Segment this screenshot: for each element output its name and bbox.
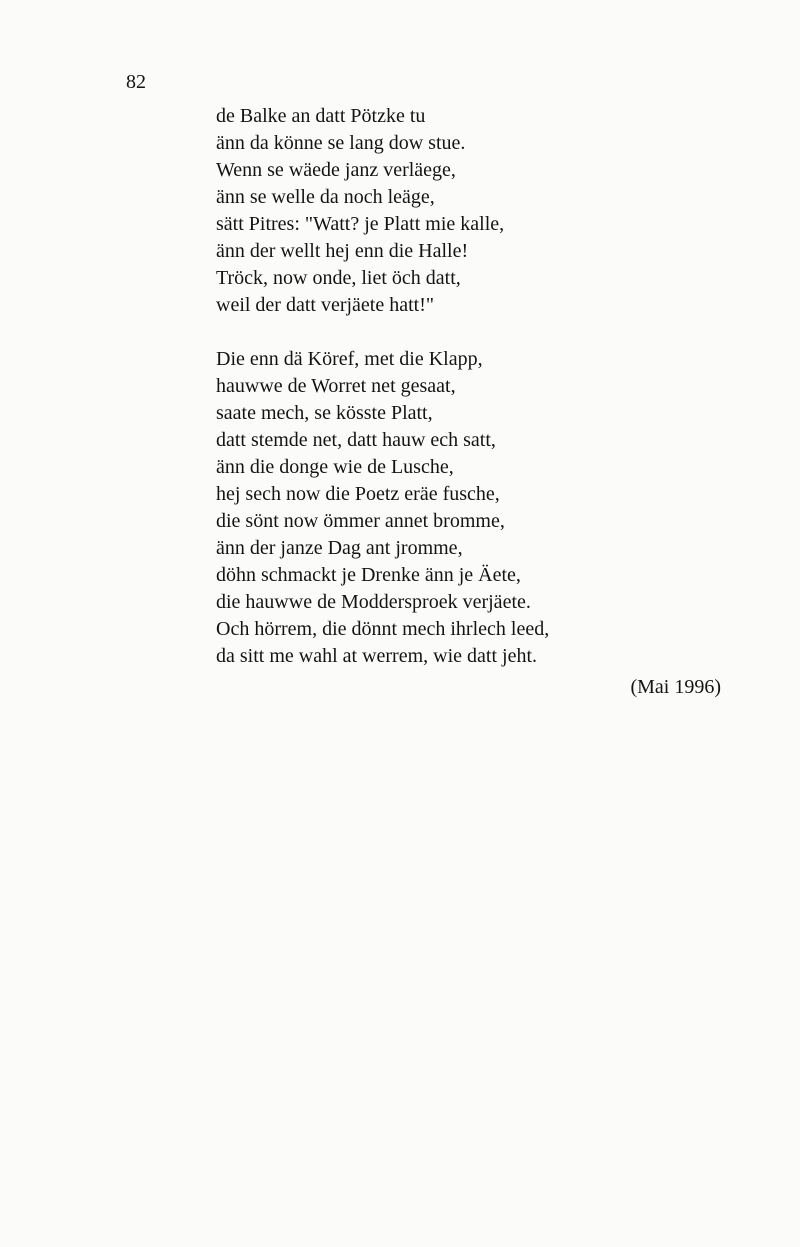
page-number: 82 — [126, 71, 146, 93]
poem-line: hej sech now die Poetz eräe fusche, — [216, 483, 500, 505]
poem — [216, 103, 549, 670]
poem-line: Och hörrem, die dönnt mech ihrlech leed, — [216, 618, 550, 640]
poem-line: änn da könne se lang dow stue. — [216, 132, 466, 154]
poem-date: (Mai 1996) — [630, 676, 721, 698]
poem-line: weil der datt verjäete hatt!" — [216, 294, 435, 316]
poem-line: änn se welle da noch leäge, — [216, 186, 435, 208]
poem-line: sätt Pitres: "Watt? je Platt mie kalle, — [216, 213, 505, 235]
poem-line: änn der janze Dag ant jromme, — [216, 537, 463, 559]
poem-line: änn der wellt hej enn die Halle! — [216, 240, 469, 262]
poem-line: da sitt me wahl at werrem, wie datt jeht. — [216, 645, 538, 667]
poem-stanza-2 — [216, 346, 549, 670]
poem-line: de Balke an datt Pötzke tu — [216, 105, 426, 127]
poem-line: döhn schmackt je Drenke änn je Äete, — [216, 564, 521, 586]
poem-line: die hauwwe de Moddersproek verjäete. — [216, 591, 531, 613]
poem-line: Tröck, now onde, liet öch datt, — [216, 267, 461, 289]
poem-line: datt stemde net, datt hauw ech satt, — [216, 429, 496, 451]
poem-line: hauwwe de Worret net gesaat, — [216, 375, 456, 397]
poem-line: Die enn dä Köref, met die Klapp, — [216, 348, 483, 370]
poem-line: Wenn se wäede janz verläege, — [216, 159, 456, 181]
poem-line: die sönt now ömmer annet bromme, — [216, 510, 505, 532]
poem-line: saate mech, se kösste Platt, — [216, 402, 433, 424]
poem-line: änn die donge wie de Lusche, — [216, 456, 454, 478]
poem-stanza-1 — [216, 103, 549, 319]
